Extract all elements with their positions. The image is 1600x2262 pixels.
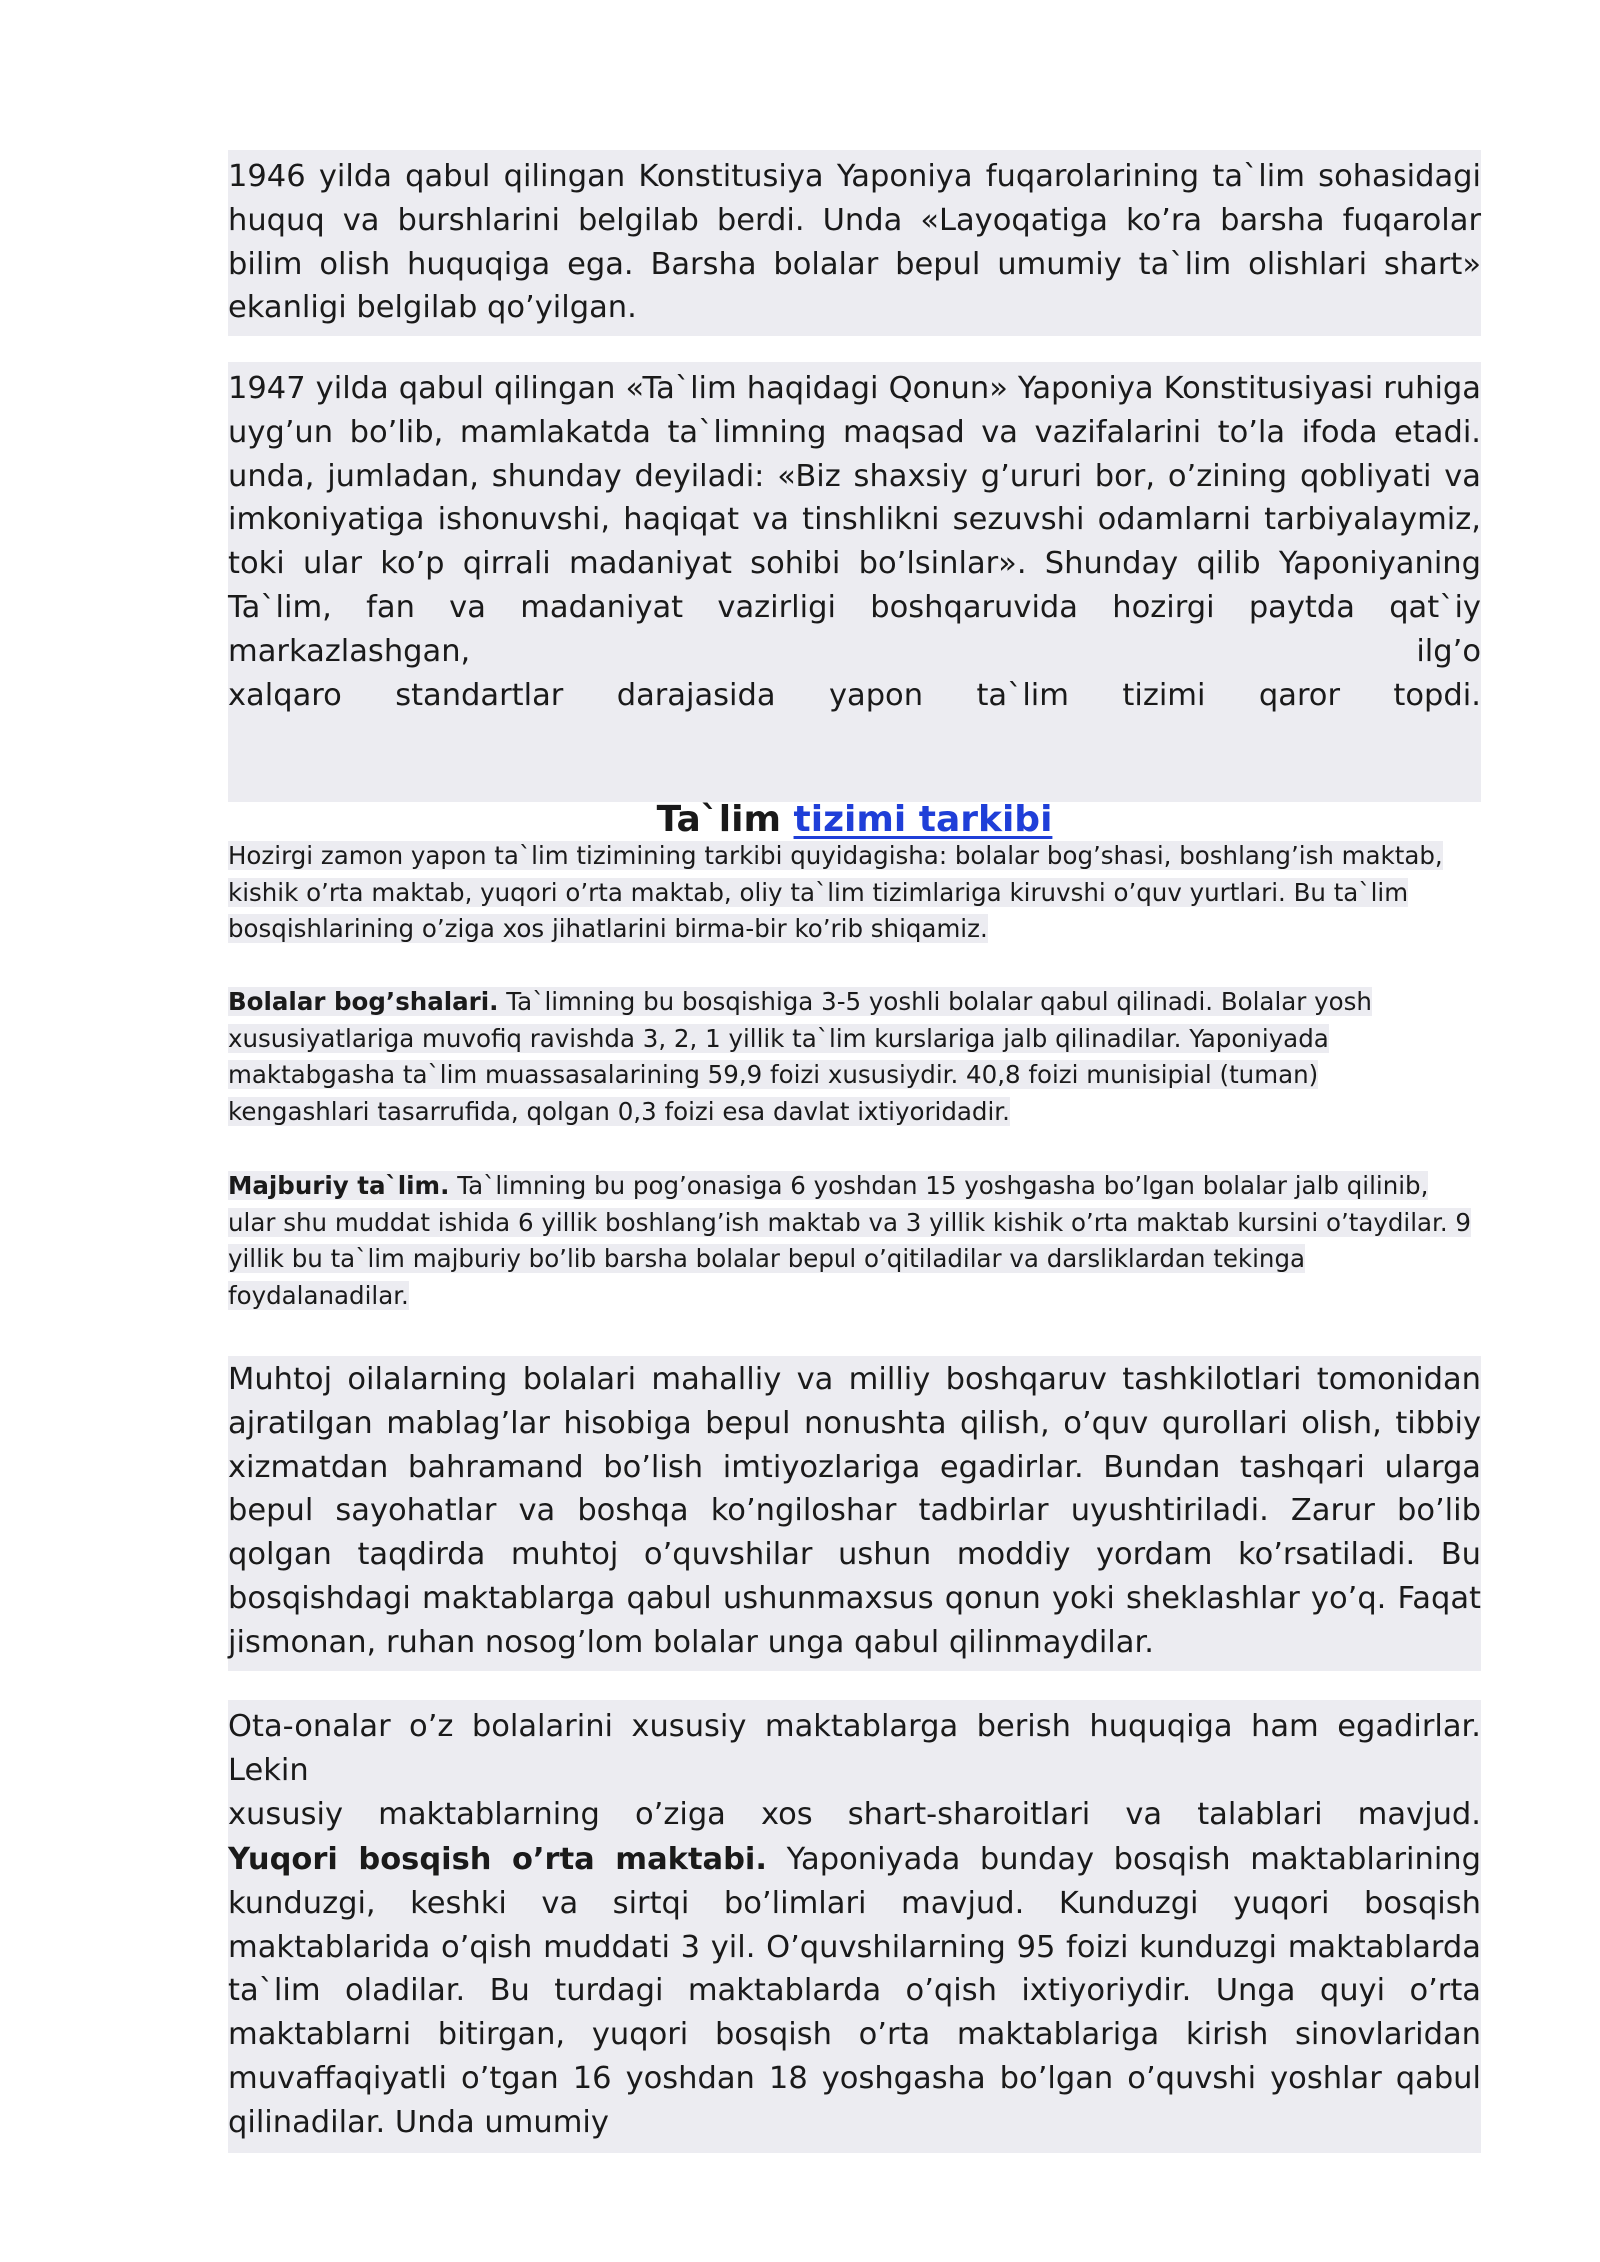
word: o’ziga — [634, 1796, 726, 1832]
heading-text: Ta`lim — [656, 799, 794, 841]
paragraph-last-line — [228, 674, 1481, 718]
word: talablari — [1197, 1796, 1323, 1832]
paragraph-text — [228, 838, 1481, 948]
word: xos — [760, 1796, 813, 1832]
word: darajasida — [616, 677, 776, 713]
word: topdi. — [1393, 677, 1481, 713]
word: xalqaro — [228, 677, 342, 713]
paragraph-law-1947 — [228, 362, 1481, 841]
text-line: yillik bu ta`lim majburiy bo’lib barsha bolalar bepul o’qitiladilar va darsliklardan tekinga — [228, 1244, 1306, 1274]
word: tizimi — [1122, 677, 1206, 713]
word: shart-sharoitlari — [847, 1796, 1091, 1832]
paragraph-text — [228, 1838, 1481, 2145]
paragraph-compulsory — [228, 1168, 1481, 1314]
word: va — [1125, 1796, 1163, 1832]
text-line: Hozirgi zamon yapon ta`lim tizimining tarkibi quyidagisha: bolalar bog’shasi, boshlang’ish maktab, — [228, 841, 1443, 870]
paragraph-title: Yuqori bosqish o’rta maktabi. — [228, 1842, 767, 1877]
word: mavjud. — [1357, 1796, 1481, 1832]
paragraph-text: 1946 yilda qabul qilingan Konstitusiya Yaponiya fuqarolarining ta`lim sohasidagi huquq va burshlarini belgilab berdi. Unda «Layoqatiga ko’ra barsha fuqarolar bilim olish huquqiga ega. Barsha bolalar bepul umumiy ta`lim olishlari shart» ekanligi belgilab qo’yilgan. — [228, 159, 1481, 326]
paragraph-intro — [228, 838, 1481, 948]
word: xususiy — [228, 1796, 344, 1832]
text-line: xususiyatlariga muvofiq ravishda 3, 2, 1 yillik ta`lim kurslariga jalb qilinadilar. Yaponiyada — [228, 1023, 1329, 1053]
text-line: Bolalar bog’shalari. Ta`limning bu bosqishiga 3-5 yoshli bolalar qabul qilinadi. Bolalar yosh — [228, 987, 1372, 1016]
word: ta`lim — [976, 677, 1069, 713]
heading-link[interactable]: tizimi tarkibi — [793, 799, 1053, 841]
paragraph-title: Majburiy ta`lim. — [228, 1171, 450, 1200]
word: maktablarning — [378, 1796, 600, 1832]
paragraph-constitution-1946 — [228, 150, 1481, 336]
paragraph-title: Bolalar bog’shalari. — [228, 987, 499, 1016]
text-line: kengashlari tasarrufida, qolgan 0,3 foizi esa davlat ixtiyoridadir. — [228, 1096, 1010, 1126]
paragraph-upper-secondary — [228, 1833, 1481, 2153]
paragraph-body: Yaponiyada bunday bosqish maktablarining kunduzgi, keshki va sirtqi bo’limlari mavjud. Kunduzgi yuqori bosqish maktablarida o’qish muddati 3 yil. O’quvshilarning 95 foizi kunduzgi maktablarda ta`lim oladilar. Bu turdagi maktablarda o’qish ixtiyoriydir. Unga quyi o’rta maktablarni bitirgan, yuqori bosqish o’rta maktablariga kirish sinovlaridan muvaffaqiyatli o’tgan 16 yoshdan 18 yoshgasha bo’lgan o’quvshi yoshlar qabul qilinadilar. Unda umumiy — [228, 1842, 1481, 2140]
paragraph-text: Muhtoj oilalarning bolalari mahalliy va milliy boshqaruv tashkilotlari tomonidan ajratilgan mablag’lar hisobiga bepul nonushta qilish, o’quv qurollari olish, tibbiy xizmatdan bahramand bo’lish imtiyozlariga egadirlar. Bundan tashqari ularga bepul sayohatlar va boshqa ko’ngiloshar tadbirlar uyushtiriladi. Zarur bo’lib qolgan taqdirda muhtoj o’quvshilar ushun moddiy yordam ko’rsatiladi. Bu bosqishdagi maktablarga qabul ushunmaxsus qonun yoki sheklashlar yo’q. Faqat jismonan, ruhan nosog’lom bolalar unga qabul qilinmaydilar. — [228, 1362, 1481, 1660]
word: standartlar — [395, 677, 564, 713]
text-line: kishik o’rta maktab, yuqori o’rta maktab, oliy ta`lim tizimlariga kiruvshi o’quv yurtlari. Bu ta`lim — [228, 877, 1409, 907]
paragraph-text: Ota-onalar o’z bolalarini xususiy maktablarga berish huquqiga ham egadirlar. Lekin — [228, 1709, 1481, 1788]
paragraph-private-schools — [228, 1700, 1481, 1854]
text-line: maktabgasha ta`lim muassasalarining 59,9 foizi xususiydir. 40,8 foizi munisipial (tuman) — [228, 1060, 1319, 1090]
paragraph-last-line — [228, 1793, 1481, 1837]
text-line: bosqishlarining o’ziga xos jihatlarini birma-bir ko’rib shiqamiz. — [228, 914, 988, 944]
paragraph-text: 1947 yilda qabul qilingan «Ta`lim haqidagi Qonun» Yaponiya Konstitusiyasi ruhiga uyg’un bo’lib, mamlakatda ta`limning maqsad va vazifalarini to’la ifoda etadi. unda, jumladan, shunday deyiladi: «Biz shaxsiy g’ururi bor, o’zining qobliyati va imkoniyatiga ishonuvshi, haqiqat va tinshlikni sezuvshi odamlarni tarbiyalaymiz, toki ular ko’p qirrali madaniyat sohibi bo’lsinlar». Shunday qilib Yaponiyaning Ta`lim, fan va madaniyat vazirligi boshqaruvida hozirgi paytda qat`iy markazlashgan, ilg’o — [228, 371, 1481, 669]
section-heading — [228, 798, 1481, 842]
paragraph-text — [228, 984, 1481, 1130]
text-line: foydalanadilar. — [228, 1280, 409, 1310]
paragraph-text — [228, 1168, 1481, 1314]
text-line: Majburiy ta`lim. Ta`limning bu pog’onasiga 6 yoshdan 15 yoshgasha bo’lgan bolalar jalb qilinib, — [228, 1171, 1429, 1200]
paragraph-kindergarten — [228, 984, 1481, 1130]
text-line: ular shu muddat ishida 6 yillik boshlang’ish maktab va 3 yillik kishik o’rta maktab kursini o’taydilar. 9 — [228, 1207, 1472, 1237]
paragraph-needy-families — [228, 1356, 1481, 1671]
word: qaror — [1258, 677, 1341, 713]
word: yapon — [828, 677, 924, 713]
